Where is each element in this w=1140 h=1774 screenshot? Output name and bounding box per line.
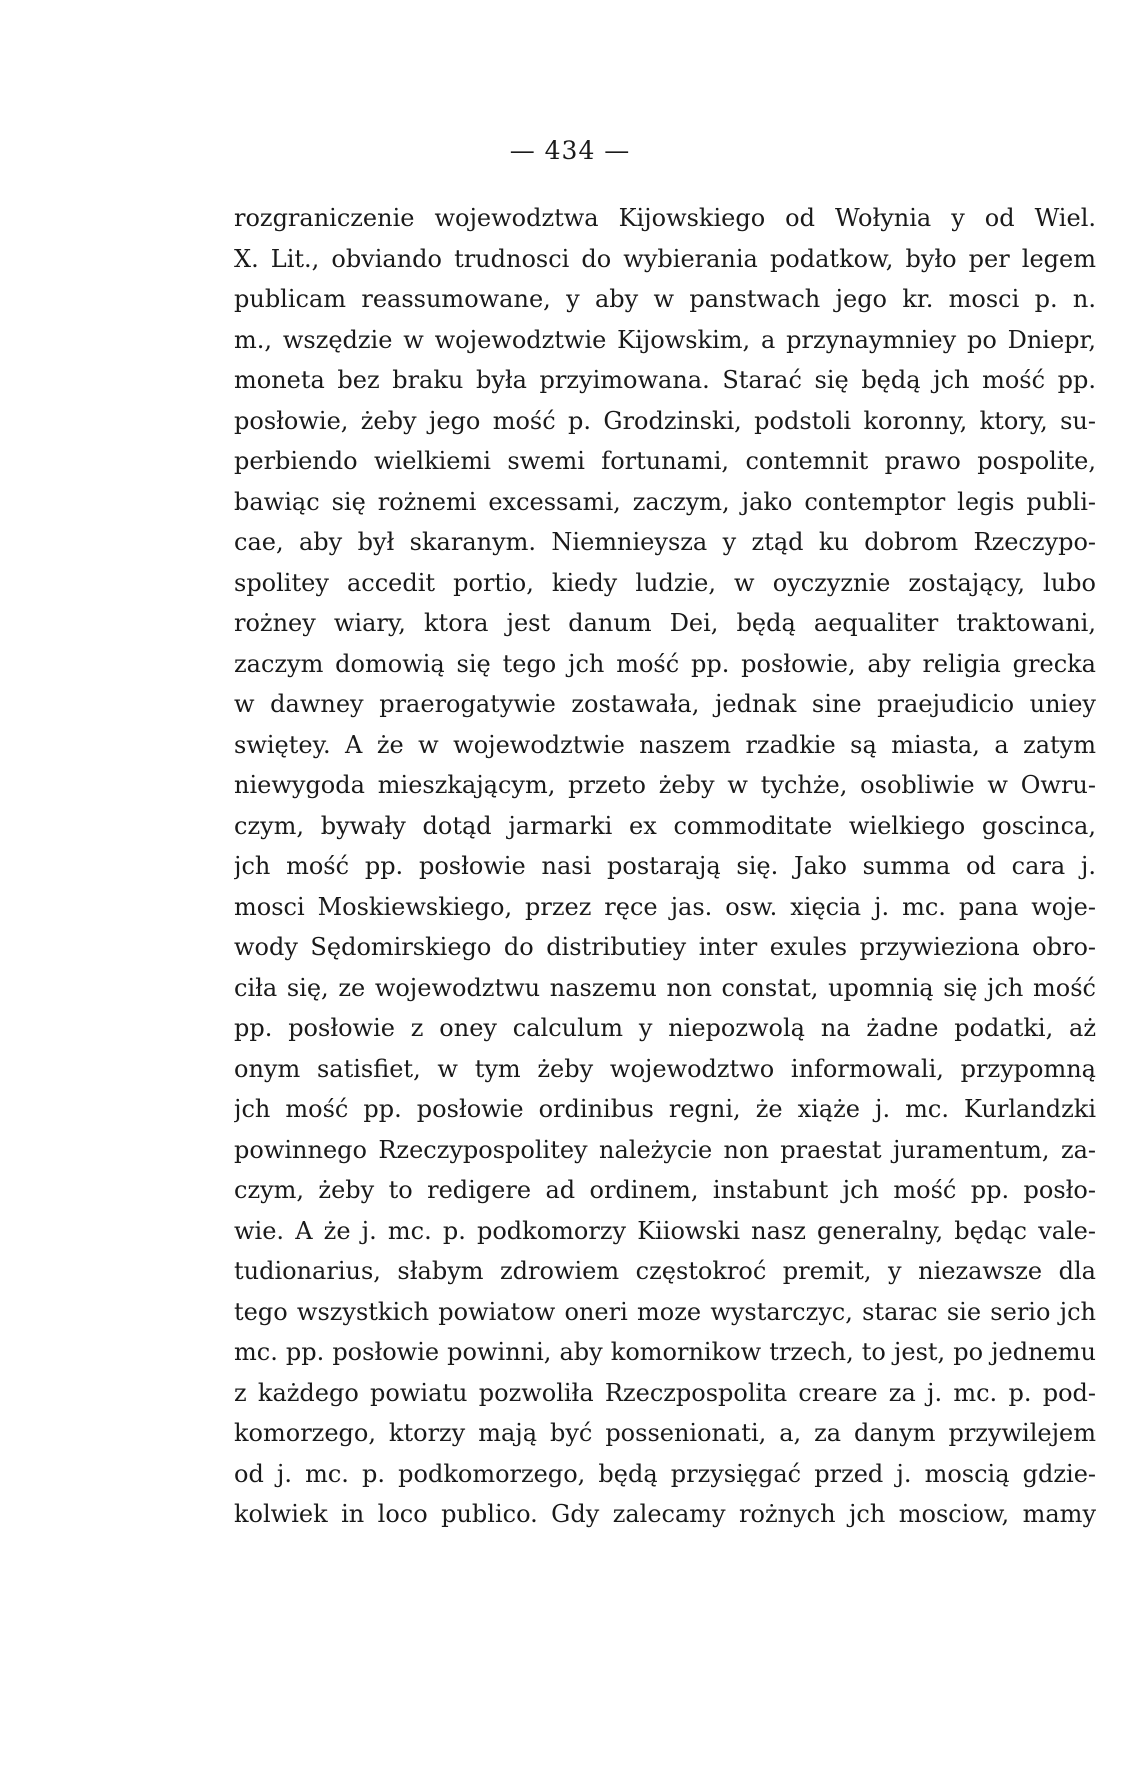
text-line: kolwiek in loco publico. Gdy zalecamy rożnych jch mosciow, mamy [234, 1500, 1096, 1528]
text-line: niewygoda mieszkającym, przeto żeby w tychże, osobliwie w Owru- [234, 771, 1096, 799]
text-line: zaczym domowią się tego jch mość pp. posłowie, aby religia grecka [234, 649, 1096, 678]
text-line: mc. pp. posłowie powinni, aby komornikow trzech, to jest, po jednemu [234, 1338, 1096, 1366]
text-line: wody Sędomirskiego do distributiey inter exules przywieziona obro- [234, 933, 1096, 961]
text-line: ciła się, ze wojewodztwu naszemu non constat, upomnią się jch mość [234, 973, 1096, 1002]
text-line: rożney wiary, ktora jest danum Dei, będą aequaliter traktowani, [234, 609, 1096, 637]
text-line: tego wszystkich powiatow oneri moze wystarczyc, starac sie serio jch [234, 1297, 1096, 1326]
text-line: z każdego powiatu pozwoliła Rzeczpospolita creare za j. mc. p. pod- [234, 1378, 1096, 1407]
text-line: publicam reassumowane, y aby w panstwach jego kr. mosci p. n. [234, 285, 1096, 313]
text-line: spolitey accedit portio, kiedy ludzie, w oyczyznie zostający, lubo [234, 568, 1096, 597]
text-line: pp. posłowie z oney calculum y niepozwolą na żadne podatki, aż [234, 1014, 1096, 1042]
text-line: wie. A że j. mc. p. podkomorzy Kiiowski nasz generalny, będąc vale- [234, 1216, 1096, 1245]
text-line: czym, żeby to redigere ad ordinem, instabunt jch mość pp. posło- [234, 1176, 1096, 1204]
text-line: od j. mc. p. podkomorzego, będą przysięgać przed j. moscią gdzie- [234, 1459, 1096, 1488]
text-line: moneta bez braku była przyimowana. Starać się będą jch mość pp. [234, 366, 1096, 394]
text-line: tudionarius, słabym zdrowiem częstokroć premit, y niezawsze dla [234, 1257, 1096, 1285]
text-line: posłowie, żeby jego mość p. Grodzinski, podstoli koronny, ktory, su- [234, 406, 1096, 435]
text-line: onym satisfiet, w tym żeby wojewodztwo informowali, przypomną [234, 1054, 1096, 1083]
text-line: jch mość pp. posłowie nasi postarają się. Jako summa od cara j. [234, 852, 1096, 880]
text-line: mosci Moskiewskiego, przez ręce jas. osw. xięcia j. mc. pana woje- [234, 892, 1096, 921]
text-line: bawiąc się rożnemi excessami, zaczym, jako contemptor legis publi- [234, 487, 1096, 516]
text-line: swiętey. A że w wojewodztwie naszem rzadkie są miasta, a zatym [234, 730, 1096, 759]
text-line: X. Lit., obviando trudnosci do wybierania podatkow, było per legem [234, 244, 1096, 273]
text-line: perbiendo wielkiemi swemi fortunami, contemnit prawo pospolite, [234, 447, 1096, 475]
text-line: jch mość pp. posłowie ordinibus regni, że xiąże j. mc. Kurlandzki [234, 1095, 1096, 1123]
text-line: rozgraniczenie wojewodztwa Kijowskiego od Wołynia y od Wiel. [234, 204, 1096, 232]
page-number: — 434 — [509, 136, 631, 165]
text-line: m., wszędzie w wojewodztwie Kijowskim, a przynaymniey po Dniepr, [234, 325, 1096, 354]
text-line: w dawney praerogatywie zostawała, jednak sine praejudicio uniey [234, 690, 1096, 718]
text-line: powinnego Rzeczypospolitey należycie non praestat juramentum, za- [234, 1135, 1096, 1164]
body-text [234, 198, 1096, 1535]
text-line: cae, aby był skaranym. Niemnieysza y ztąd ku dobrom Rzeczypo- [234, 528, 1096, 556]
text-line: czym, bywały dotąd jarmarki ex commoditate wielkiego goscinca, [234, 811, 1096, 840]
text-line: komorzego, ktorzy mają być possenionati, a, za danym przywilejem [234, 1419, 1096, 1447]
